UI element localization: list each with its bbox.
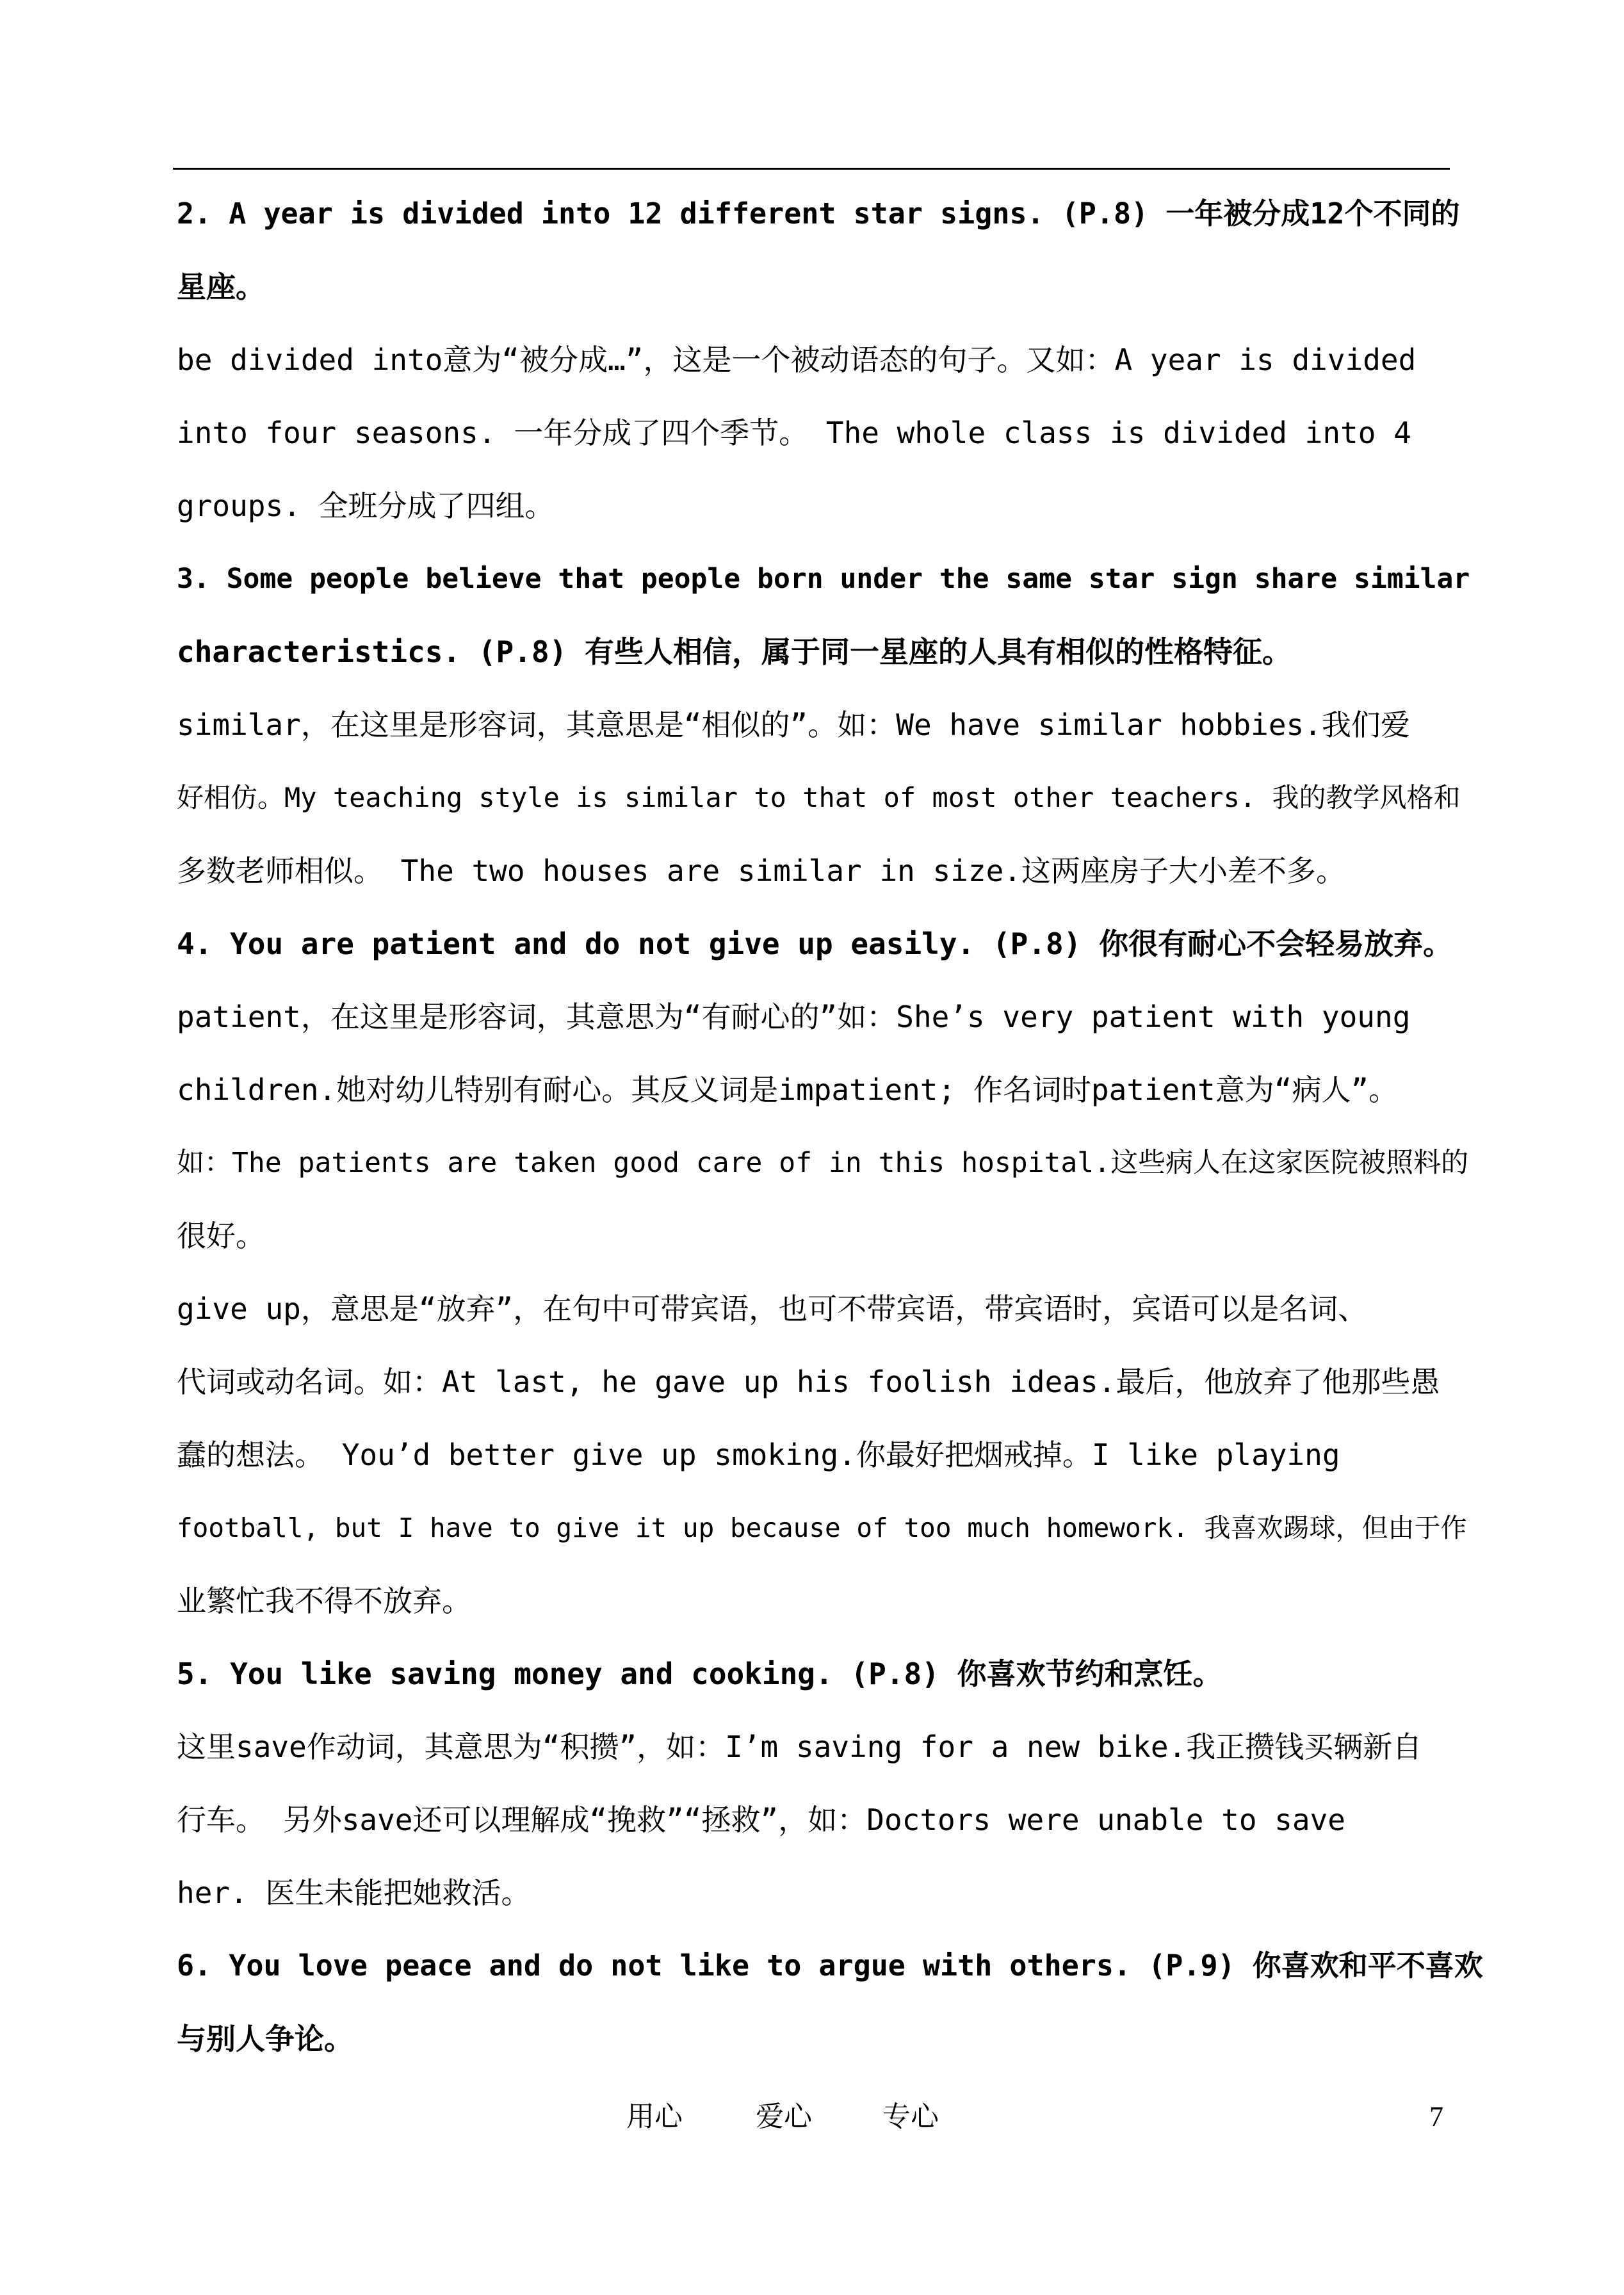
footer-word-1: 用心 (626, 2100, 683, 2133)
point-4-heading: 4. You are patient and do not give up easily. (P.8) 你很有耐心不会轻易放弃。 (177, 927, 1453, 961)
page-number: 7 (1429, 2101, 1443, 2132)
point-2-heading-cont: 星座。 (177, 270, 265, 304)
body-line: into four seasons. 一年分成了四个季节。 The whole class is divided into 4 (177, 416, 1411, 450)
body-line: patient，在这里是形容词，其意思为“有耐心的”如：She’s very patient with young (177, 1000, 1411, 1034)
footer-word-3: 专心 (882, 2100, 939, 2133)
point-5-heading: 5. You like saving money and cooking. (P.8) 你喜欢节约和烹饪。 (177, 1657, 1222, 1691)
point-6-heading: 6. You love peace and do not like to argue with others. (P.9) 你喜欢和平不喜欢 (177, 1949, 1483, 1983)
body-line: children.她对幼儿特别有耐心。其反义词是impatient; 作名词时patient意为“病人”。 (177, 1073, 1399, 1107)
body-line: 多数老师相似。 The two houses are similar in size.这两座房子大小差不多。 (177, 854, 1345, 888)
body-line: be divided into意为“被分成…”，这是一个被动语态的句子。又如：A year is divided (177, 343, 1417, 377)
footer-word-2: 爱心 (756, 2100, 812, 2133)
point-2-heading: 2. A year is divided into 12 different star signs. (P.8) 一年被分成12个不同的 (177, 197, 1460, 231)
body-line: similar，在这里是形容词，其意思是“相似的”。如：We have similar hobbies.我们爱 (177, 708, 1410, 742)
page-content (177, 177, 1483, 2075)
body-line: 代词或动名词。如：At last, he gave up his foolish ideas.最后，他放弃了他那些愚 (177, 1365, 1440, 1399)
point-3-heading: 3. Some people believe that people born under the same star sign share similar (177, 563, 1470, 595)
body-line: 很好。 (177, 1219, 265, 1253)
body-line: 业繁忙我不得不放弃。 (177, 1584, 471, 1618)
body-line: her. 医生未能把她救活。 (177, 1876, 531, 1910)
body-line: 蠢的想法。 You’d better give up smoking.你最好把烟戒掉。I like playing (177, 1438, 1340, 1472)
point-3-heading-cont: characteristics. (P.8) 有些人相信，属于同一星座的人具有相似的性格特征。 (177, 635, 1292, 669)
body-line: 如：The patients are taken good care of in this hospital.这些病人在这家医院被照料的 (177, 1147, 1469, 1179)
point-6-heading-cont: 与别人争论。 (177, 2022, 353, 2056)
body-line: 行车。 另外save还可以理解成“挽救”“拯救”，如：Doctors were unable to save (177, 1803, 1345, 1837)
body-line: 这里save作动词，其意思为“积攒”，如：I’m saving for a new bike.我正攒钱买辆新自 (177, 1730, 1422, 1764)
body-line: give up，意思是“放弃”，在句中可带宾语，也可不带宾语，带宾语时，宾语可以是名词、 (177, 1292, 1368, 1326)
header-rule (173, 168, 1450, 170)
body-line: 好相仿。My teaching style is similar to that of most other teachers. 我的教学风格和 (177, 782, 1461, 813)
body-line: groups. 全班分成了四组。 (177, 489, 555, 523)
body-line: football, but I have to give it up because of too much homework. 我喜欢踢球，但由于作 (177, 1512, 1467, 1543)
